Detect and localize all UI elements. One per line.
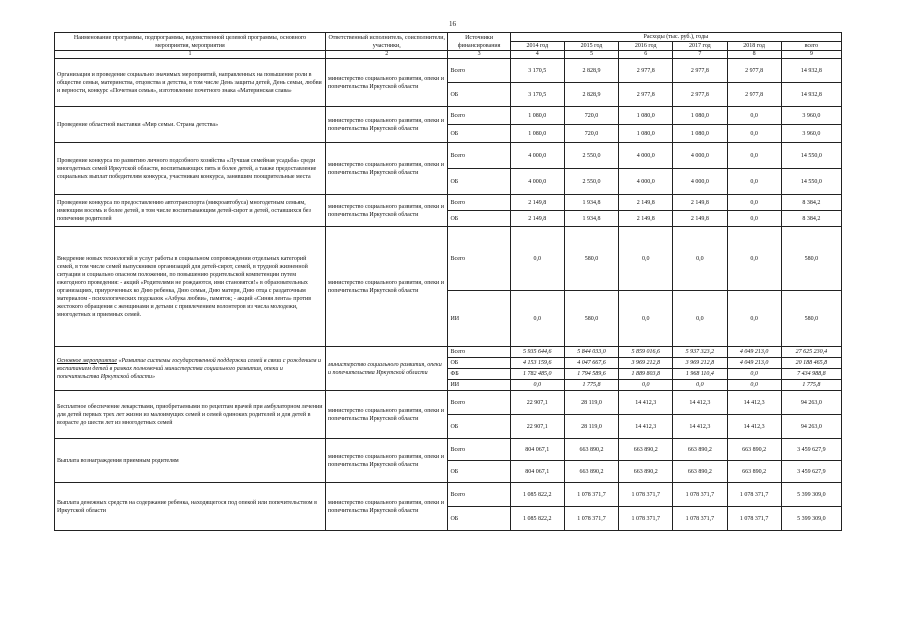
measure-text: Бесплатное обеспечение лекарствами, приобретаемыми по рецептам врачей при амбулаторном лечении для детей первых трех лет жизни из малоимущих семей и семей одиноких родителей и для детей в возрасте до шести лет из многодетных семей: [57, 403, 323, 426]
main-measure-label: Основное мероприятие: [57, 357, 117, 364]
amount-cell: 663 890,2: [673, 461, 727, 483]
measure-description: [55, 59, 326, 107]
amount-cell: 5 844 033,0: [564, 347, 618, 358]
amount-cell: 22 907,1: [510, 415, 564, 439]
measure-description: [55, 195, 326, 227]
total-cell: 14 932,8: [781, 83, 841, 107]
funding-source-cell: ОБ: [448, 358, 510, 369]
column-index: 2: [326, 51, 448, 59]
funding-source-cell: Всего: [448, 195, 510, 211]
amount-cell: 0,0: [727, 107, 781, 125]
executor-cell: министерство социального развития, опеки и попечительства Иркутской области: [326, 227, 448, 347]
measure-description: [55, 439, 326, 483]
total-cell: 580,0: [781, 227, 841, 291]
executor-cell: министерство социального развития, опеки и попечительства Иркутской области: [326, 195, 448, 227]
table-row: [55, 439, 842, 461]
table-row: [55, 143, 842, 169]
executor-cell: министерство социального развития, опеки и попечительства Иркутской области: [326, 391, 448, 439]
amount-cell: 2 149,8: [619, 211, 673, 227]
amount-cell: 1 080,0: [619, 107, 673, 125]
amount-cell: 0,0: [727, 227, 781, 291]
amount-cell: 1 934,8: [564, 195, 618, 211]
table-row: [55, 347, 842, 358]
executor-cell: министерство социального развития, опеки и попечительства Иркутской области: [326, 483, 448, 531]
funding-source-cell: ОБ: [448, 125, 510, 143]
measure-text: Организация и проведение социально значимых мероприятий, направленных на повышение роли в обществе семьи, материнства, отцовства и детства, в том числе День защиты детей, День семьи, любви и верности, конкурс «Почетная семья», изготовление почетного знака «Материнская слава»: [57, 71, 322, 94]
amount-cell: 1 078 371,7: [673, 483, 727, 507]
total-cell: 3 960,0: [781, 107, 841, 125]
executor-cell: министерство социального развития, опеки и попечительства Иркутской области: [326, 107, 448, 143]
amount-cell: 14 412,3: [727, 391, 781, 415]
amount-cell: 1 775,8: [564, 380, 618, 391]
column-index: 6: [619, 51, 673, 59]
header-name: Наименование программы, подпрограммы, ведомственной целевой программы, основного мероприятия, мероприятия: [55, 33, 326, 51]
amount-cell: 0,0: [727, 291, 781, 347]
amount-cell: 1 968 110,4: [673, 369, 727, 380]
executor-cell: министерство социального развития, опеки и попечительства Иркутской области: [326, 439, 448, 483]
amount-cell: 5 937 323,2: [673, 347, 727, 358]
total-cell: 7 434 988,8: [781, 369, 841, 380]
total-cell: 580,0: [781, 291, 841, 347]
measure-description: [55, 227, 326, 347]
measure-text: Выплата вознаграждения приемным родителям: [57, 457, 179, 464]
amount-cell: 2 977,8: [619, 83, 673, 107]
header-expenses: Расходы (тыс. руб.), годы: [510, 33, 841, 42]
amount-cell: 720,0: [564, 125, 618, 143]
table-row: [55, 107, 842, 125]
amount-cell: 1 080,0: [619, 125, 673, 143]
table-body: [55, 59, 842, 531]
funding-source-cell: ИИ: [448, 380, 510, 391]
amount-cell: 3 170,5: [510, 59, 564, 83]
amount-cell: 0,0: [619, 380, 673, 391]
amount-cell: 22 907,1: [510, 391, 564, 415]
amount-cell: 0,0: [619, 227, 673, 291]
column-index: 5: [564, 51, 618, 59]
column-index-row: [55, 51, 842, 59]
total-cell: 20 188 465,8: [781, 358, 841, 369]
funding-source-cell: ИИ: [448, 291, 510, 347]
executor-cell: министерство социального развития, опеки и попечительства Иркутской области: [326, 59, 448, 107]
amount-cell: 2 977,8: [619, 59, 673, 83]
total-cell: 94 263,0: [781, 391, 841, 415]
total-cell: 14 550,0: [781, 143, 841, 169]
amount-cell: 28 119,0: [564, 391, 618, 415]
amount-cell: 663 890,2: [727, 461, 781, 483]
amount-cell: 2 977,8: [673, 59, 727, 83]
amount-cell: 0,0: [727, 169, 781, 195]
measure-text: Проведение конкурса по развитию личного подсобного хозяйства «Лучшая семейная усадьба» среди многодетных семей Иркутской области, воспитывающих пять и более детей, а также предоставление социальных выплат победителям конкурса, участникам конкурса, занявшим поощрительные места: [57, 157, 317, 180]
funding-source-cell: ОБ: [448, 211, 510, 227]
funding-source-cell: ОБ: [448, 507, 510, 531]
amount-cell: 804 067,1: [510, 461, 564, 483]
amount-cell: 2 828,9: [564, 59, 618, 83]
amount-cell: 2 149,8: [673, 195, 727, 211]
header-source: Источники финансирования: [448, 33, 510, 51]
total-cell: 5 399 309,0: [781, 507, 841, 531]
amount-cell: 0,0: [727, 380, 781, 391]
amount-cell: 663 890,2: [727, 439, 781, 461]
funding-source-cell: Всего: [448, 107, 510, 125]
executor-cell: министерство социального развития, опеки и попечительства Иркутской области: [326, 143, 448, 195]
header-year: 2014 год: [510, 42, 564, 51]
table-row: [55, 59, 842, 83]
total-cell: 8 384,2: [781, 195, 841, 211]
amount-cell: 0,0: [727, 211, 781, 227]
funding-source-cell: ОБ: [448, 169, 510, 195]
total-cell: 3 459 627,9: [781, 461, 841, 483]
amount-cell: 663 890,2: [619, 439, 673, 461]
amount-cell: 0,0: [727, 143, 781, 169]
amount-cell: 2 977,8: [727, 83, 781, 107]
column-index: 3: [448, 51, 510, 59]
amount-cell: 14 412,3: [673, 415, 727, 439]
amount-cell: 2 149,8: [619, 195, 673, 211]
funding-source-cell: ОБ: [448, 415, 510, 439]
table-row: [55, 483, 842, 507]
amount-cell: 2 977,8: [727, 59, 781, 83]
amount-cell: 580,0: [564, 291, 618, 347]
amount-cell: 2 550,0: [564, 169, 618, 195]
amount-cell: 1 085 822,2: [510, 507, 564, 531]
total-cell: 3 960,0: [781, 125, 841, 143]
amount-cell: 1 085 822,2: [510, 483, 564, 507]
measure-text: «Развитие системы государственной поддержки семей в связи с рождением и воспитанием детей в рамках полномочий министерства социального развития, опеки и попечительства Иркутской области»: [57, 357, 321, 380]
executor-cell: министерство социального развития, опеки и попечительства Иркутской области: [326, 347, 448, 391]
total-cell: 14 550,0: [781, 169, 841, 195]
amount-cell: 2 149,8: [510, 211, 564, 227]
funding-source-cell: Всего: [448, 59, 510, 83]
header-year: 2017 год: [673, 42, 727, 51]
funding-source-cell: Всего: [448, 483, 510, 507]
amount-cell: 1 080,0: [510, 107, 564, 125]
amount-cell: 2 149,8: [673, 211, 727, 227]
total-cell: 1 775,8: [781, 380, 841, 391]
measure-description: [55, 107, 326, 143]
amount-cell: 2 828,9: [564, 83, 618, 107]
amount-cell: 3 969 212,8: [619, 358, 673, 369]
amount-cell: 4 000,0: [673, 169, 727, 195]
table-row: [55, 195, 842, 211]
amount-cell: 5 935 644,6: [510, 347, 564, 358]
amount-cell: 1 078 371,7: [673, 507, 727, 531]
column-index: 8: [727, 51, 781, 59]
amount-cell: 0,0: [619, 291, 673, 347]
amount-cell: 3 969 212,8: [673, 358, 727, 369]
header-year: 2016 год: [619, 42, 673, 51]
amount-cell: 4 000,0: [510, 143, 564, 169]
total-cell: 5 399 309,0: [781, 483, 841, 507]
amount-cell: 580,0: [564, 227, 618, 291]
amount-cell: 4 000,0: [619, 169, 673, 195]
amount-cell: 0,0: [510, 291, 564, 347]
amount-cell: 1 078 371,7: [727, 507, 781, 531]
table-row: [55, 391, 842, 415]
total-cell: 94 263,0: [781, 415, 841, 439]
amount-cell: 14 412,3: [619, 391, 673, 415]
amount-cell: 2 149,8: [510, 195, 564, 211]
amount-cell: 14 412,3: [619, 415, 673, 439]
column-index: 4: [510, 51, 564, 59]
amount-cell: 4 153 159,6: [510, 358, 564, 369]
measure-description: [55, 391, 326, 439]
total-cell: 27 625 230,4: [781, 347, 841, 358]
amount-cell: 5 859 016,6: [619, 347, 673, 358]
funding-source-cell: Всего: [448, 347, 510, 358]
amount-cell: 4 000,0: [510, 169, 564, 195]
amount-cell: 3 170,5: [510, 83, 564, 107]
header-year: 2015 год: [564, 42, 618, 51]
amount-cell: 0,0: [673, 291, 727, 347]
funding-source-cell: Всего: [448, 439, 510, 461]
amount-cell: 0,0: [673, 380, 727, 391]
amount-cell: 663 890,2: [564, 439, 618, 461]
funding-source-cell: Всего: [448, 143, 510, 169]
total-cell: 3 459 627,9: [781, 439, 841, 461]
budget-table: [54, 32, 842, 531]
measure-description: [55, 347, 326, 391]
amount-cell: 1 078 371,7: [564, 507, 618, 531]
measure-description: [55, 143, 326, 195]
measure-description: [55, 483, 326, 531]
amount-cell: 2 550,0: [564, 143, 618, 169]
amount-cell: 1 078 371,7: [619, 483, 673, 507]
funding-source-cell: ОБ: [448, 461, 510, 483]
amount-cell: 14 412,3: [673, 391, 727, 415]
amount-cell: 4 000,0: [619, 143, 673, 169]
header-total: всего: [781, 42, 841, 51]
amount-cell: 720,0: [564, 107, 618, 125]
amount-cell: 4 047 667,6: [564, 358, 618, 369]
amount-cell: 4 000,0: [673, 143, 727, 169]
amount-cell: 1 078 371,7: [564, 483, 618, 507]
amount-cell: 4 049 213,0: [727, 347, 781, 358]
amount-cell: 2 977,8: [673, 83, 727, 107]
amount-cell: 804 067,1: [510, 439, 564, 461]
amount-cell: 1 080,0: [673, 125, 727, 143]
amount-cell: 1 889 803,8: [619, 369, 673, 380]
amount-cell: 0,0: [673, 227, 727, 291]
measure-text: Проведение конкурса по предоставлению автотранспорта (микроавтобуса) многодетным семьям, имеющим восемь и более детей, в том числе воспитывающим детей-сирот и детей, оставшихся без попечения родителей: [57, 199, 311, 222]
total-cell: 8 384,2: [781, 211, 841, 227]
measure-text: Внедрение новых технологий и услуг работы в социальном сопровождении отдельных категорий семей, в том числе семей выпускников организаций для детей-сирот, семей, в трудной жизненной ситуации и социально опасном положении, по повышению родительской компетенции путем ежегодного проведения: - акций «Родителями не рождаются, ими становятся!» в образовательных организациях, приуроченных ко Дню ребенка, Дню семьи, Дню матери, Дню отца с раздаточным материалом - психологических подсказок «Азбука любви», памяток; - акций «Синяя лента» против жестокого обращения с женщинами и детьми с привлечением волонтеров из числа молодежи, многодетных и приемных семей.: [57, 255, 312, 318]
amount-cell: 0,0: [727, 125, 781, 143]
amount-cell: 663 890,2: [673, 439, 727, 461]
funding-source-cell: ФБ: [448, 369, 510, 380]
column-index: 9: [781, 51, 841, 59]
amount-cell: 28 119,0: [564, 415, 618, 439]
amount-cell: 0,0: [510, 227, 564, 291]
amount-cell: 0,0: [510, 380, 564, 391]
amount-cell: 0,0: [727, 369, 781, 380]
amount-cell: 1 080,0: [673, 107, 727, 125]
funding-source-cell: Всего: [448, 391, 510, 415]
amount-cell: 1 078 371,7: [619, 507, 673, 531]
amount-cell: 663 890,2: [564, 461, 618, 483]
amount-cell: 1 782 485,0: [510, 369, 564, 380]
amount-cell: 1 078 371,7: [727, 483, 781, 507]
total-cell: 14 932,8: [781, 59, 841, 83]
table-row: [55, 227, 842, 291]
funding-source-cell: ОБ: [448, 83, 510, 107]
amount-cell: 4 049 213,0: [727, 358, 781, 369]
header-executor: Ответственный исполнитель, соисполнители, участники,: [326, 33, 448, 51]
measure-text: Проведение областной выставки «Мир семьи. Страна детства»: [57, 121, 219, 128]
column-index: 7: [673, 51, 727, 59]
amount-cell: 14 412,3: [727, 415, 781, 439]
page-number: 16: [449, 20, 456, 28]
funding-source-cell: Всего: [448, 227, 510, 291]
amount-cell: 1 934,8: [564, 211, 618, 227]
measure-text: Выплата денежных средств на содержание ребенка, находящегося под опекой или попечительством в Иркутской области: [57, 499, 317, 514]
amount-cell: 1 794 589,6: [564, 369, 618, 380]
header-year: 2018 год: [727, 42, 781, 51]
amount-cell: 0,0: [727, 195, 781, 211]
amount-cell: 1 080,0: [510, 125, 564, 143]
column-index: 1: [55, 51, 326, 59]
amount-cell: 663 890,2: [619, 461, 673, 483]
